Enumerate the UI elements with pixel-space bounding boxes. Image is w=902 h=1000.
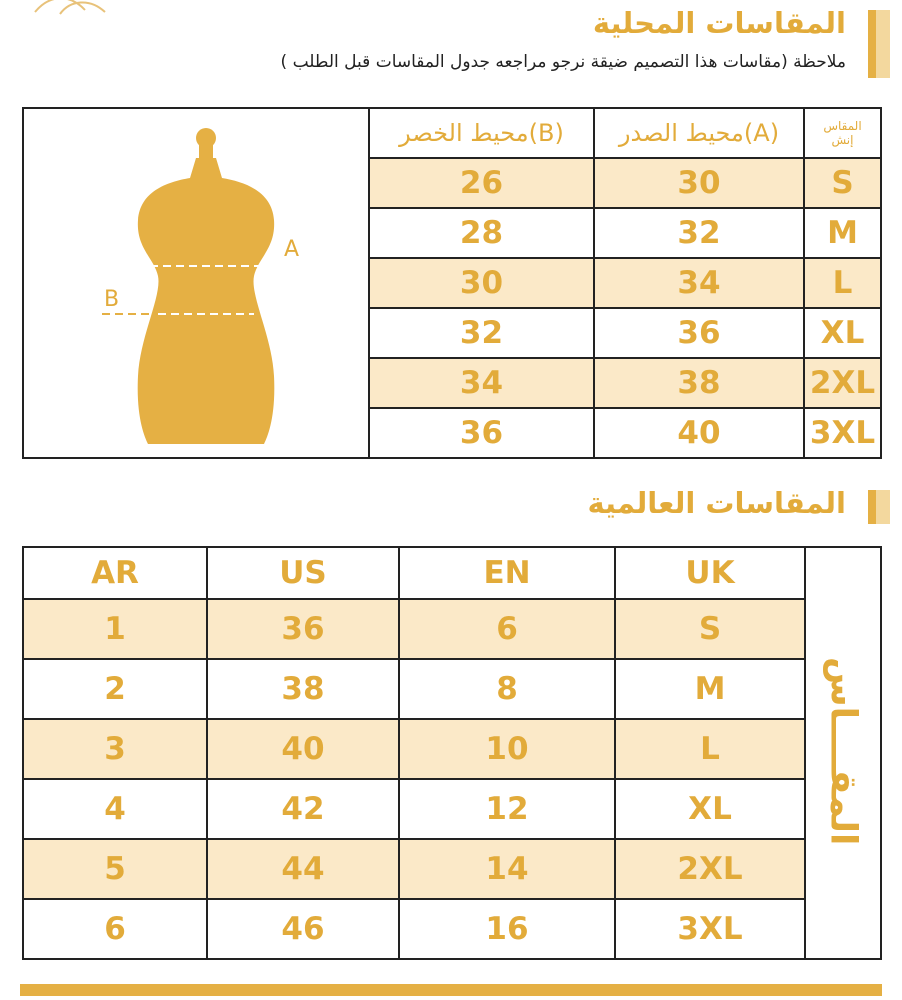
- header-en: EN: [399, 547, 615, 599]
- figure-label-a: A: [284, 237, 300, 262]
- header-size: المقاس إنش: [804, 108, 881, 158]
- uk-cell: M: [615, 659, 805, 719]
- header-us: US: [207, 547, 399, 599]
- title-accent-bar: [868, 10, 890, 78]
- us-cell: 40: [207, 719, 399, 779]
- title-accent-bar: [868, 490, 890, 524]
- size-cell: S: [804, 158, 881, 208]
- header-ar: AR: [23, 547, 207, 599]
- en-cell: 14: [399, 839, 615, 899]
- chest-cell: 36: [594, 308, 804, 358]
- uk-cell: L: [615, 719, 805, 779]
- chest-cell: 30: [594, 158, 804, 208]
- waist-cell: 36: [369, 408, 594, 458]
- ar-cell: 5: [23, 839, 207, 899]
- uk-cell: 2XL: [615, 839, 805, 899]
- us-cell: 36: [207, 599, 399, 659]
- us-cell: 44: [207, 839, 399, 899]
- waist-cell: 34: [369, 358, 594, 408]
- us-cell: 38: [207, 659, 399, 719]
- size-side-label: المقــــاس: [822, 656, 864, 846]
- en-cell: 16: [399, 899, 615, 959]
- ar-cell: 3: [23, 719, 207, 779]
- ar-cell: 6: [23, 899, 207, 959]
- us-cell: 46: [207, 899, 399, 959]
- international-sizes-title: المقاسات العالمية: [587, 486, 846, 520]
- dress-form-icon: [46, 116, 346, 446]
- table-row: [23, 779, 881, 839]
- waist-cell: 30: [369, 258, 594, 308]
- waist-cell: 32: [369, 308, 594, 358]
- en-cell: 12: [399, 779, 615, 839]
- local-header-row: [23, 108, 881, 158]
- dress-form-figure: [23, 108, 369, 458]
- header-uk: UK: [615, 547, 805, 599]
- leaf-logo-icon: [30, 0, 110, 20]
- us-cell: 42: [207, 779, 399, 839]
- international-size-table: [22, 546, 882, 960]
- en-cell: 6: [399, 599, 615, 659]
- uk-cell: XL: [615, 779, 805, 839]
- intl-header-row: [23, 547, 881, 599]
- waist-cell: 28: [369, 208, 594, 258]
- uk-cell: 3XL: [615, 899, 805, 959]
- en-cell: 10: [399, 719, 615, 779]
- table-row: [23, 719, 881, 779]
- table-row: [23, 839, 881, 899]
- local-sizes-title: المقاسات المحلية: [592, 6, 846, 40]
- size-cell: M: [804, 208, 881, 258]
- chest-cell: 38: [594, 358, 804, 408]
- footer-accent-bar: [20, 984, 882, 996]
- table-row: [23, 659, 881, 719]
- local-size-table: [22, 107, 882, 459]
- ar-cell: 2: [23, 659, 207, 719]
- size-side-label-cell: [805, 547, 881, 959]
- chest-cell: 32: [594, 208, 804, 258]
- sizing-note: ملاحظة (مقاسات هذا التصميم ضيقة نرجو مراجعه جدول المقاسات قبل الطلب ): [280, 52, 846, 72]
- table-row: [23, 599, 881, 659]
- size-cell: L: [804, 258, 881, 308]
- en-cell: 8: [399, 659, 615, 719]
- header-waist: محيط الخصر(B): [369, 108, 594, 158]
- uk-cell: S: [615, 599, 805, 659]
- chest-cell: 40: [594, 408, 804, 458]
- size-cell: 2XL: [804, 358, 881, 408]
- chest-cell: 34: [594, 258, 804, 308]
- size-cell: XL: [804, 308, 881, 358]
- table-row: [23, 899, 881, 959]
- waist-cell: 26: [369, 158, 594, 208]
- figure-label-b: B: [104, 287, 120, 312]
- size-cell: 3XL: [804, 408, 881, 458]
- ar-cell: 1: [23, 599, 207, 659]
- header-chest: محيط الصدر(A): [594, 108, 804, 158]
- ar-cell: 4: [23, 779, 207, 839]
